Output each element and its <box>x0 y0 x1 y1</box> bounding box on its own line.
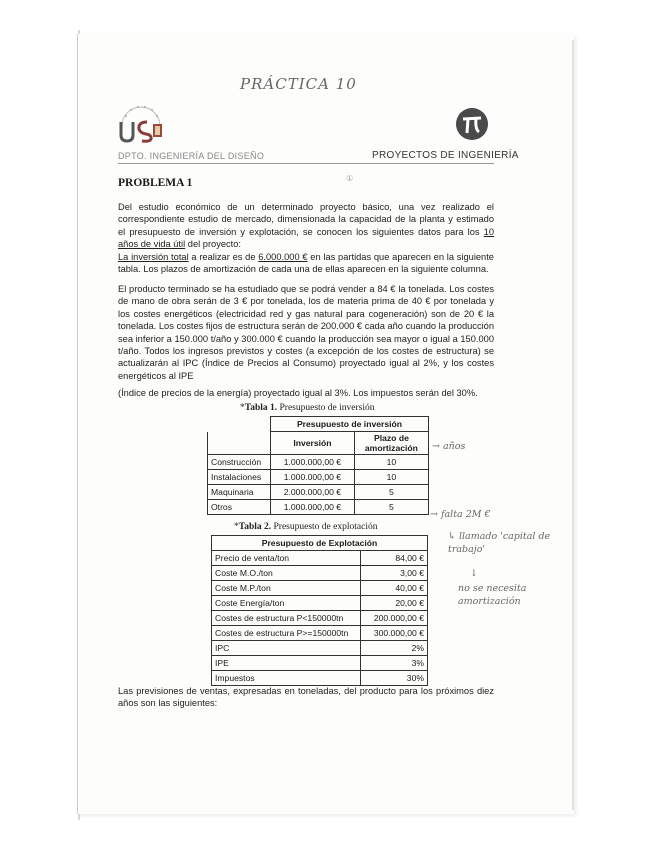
paragraph-forecast: Las previsiones de ventas, expresadas en toneladas, del producto para los próximos diez años son las siguientes: <box>118 686 494 709</box>
handwritten-note-missing: → falta 2M € <box>430 509 491 520</box>
table-row: IPC 2% <box>212 641 428 656</box>
investment-table <box>207 416 429 515</box>
table-row: Maquinaria 2.000.000,00 € 5 <box>208 485 429 500</box>
university-logo <box>116 100 166 144</box>
table-row: Costes de estructura P>=150000tn 300.000,00 € <box>212 626 428 641</box>
table-row: IPE 3% <box>212 656 428 671</box>
paragraph-ipe: (Índice de precios de la energía) proyectado igual al 3%. Los impuestos serán del 30%. <box>118 388 478 398</box>
header-divider <box>118 163 494 164</box>
operating-budget-table <box>211 535 428 686</box>
table2-header: Presupuesto de Explotación <box>212 536 428 551</box>
course-label: PROYECTOS DE INGENIERÍA <box>372 150 519 161</box>
handwritten-note-years: → años <box>432 441 466 452</box>
table-row: Instalaciones 1.000.000,00 € 10 <box>208 470 429 485</box>
table-row: Coste M.O./ton 3,00 € <box>212 566 428 581</box>
table1-col-investment: Inversión <box>271 432 355 455</box>
paragraph-investment: La inversión total a realizar es de 6.000.000 € en las partidas que aparecen en la siguiente tabla. Los plazos de amortización de cada una de ellas aparecen en la siguiente columna. <box>118 252 494 275</box>
department-label: DPTO. INGENIERÍA DEL DISEÑO <box>118 151 265 161</box>
handwritten-note-amortization: no se necesita amortización <box>458 583 527 607</box>
table1-caption: *Tabla 1. Presupuesto de inversión <box>240 403 375 413</box>
table-row: Costes de estructura P<150000tn 200.000,00 € <box>212 611 428 626</box>
table-row: Precio de venta/ton 84,00 € <box>212 551 428 566</box>
table1-col-term: Plazo de amortización <box>354 432 428 455</box>
problem-title: PROBLEMA 1 <box>118 177 193 189</box>
table1-header: Presupuesto de inversión <box>271 417 429 432</box>
handwritten-title: PRÁCTICA 10 <box>240 75 357 93</box>
table-row: Construcción 1.000.000,00 € 10 <box>208 455 429 470</box>
handwritten-mark: ① <box>346 174 354 183</box>
table-row: Otros 1.000.000,00 € 5 <box>208 500 429 515</box>
table-row: Coste M.P./ton 40,00 € <box>212 581 428 596</box>
paragraph-costs: El producto terminado se ha estudiado que se podrá vender a 84 € la tonelada. Los costes de mano de obra serán de 3 € por tonelada, los de materia prima de 40 € por tonelada y los costes energéticos (electricidad red y gas natural para cogeneración) son de 20 € la tonelada. Los costes fijos de estructura serán de 200.000 € cada año cuando la producción sea inferior a 150.000 t/año y 300.000 € cuando la producción sea mayor o igual a 150.000 t/año. Todos los ingresos previstos y costes (a excepción de los costes de estructura) se actualizarán al IPC (Índice de Precios al Consumo) proyectado igual al 2%, y los costes energéticos al IPE <box>118 284 494 381</box>
handwritten-note-capital: ↳ llamado 'capital de trabajo' <box>448 531 551 555</box>
table-row: Coste Energía/ton 20,00 € <box>212 596 428 611</box>
table2-caption: *Tabla 2. Presupuesto de explotación <box>234 522 378 532</box>
table-row: Impuestos 30% <box>212 671 428 686</box>
pi-logo <box>455 107 489 141</box>
handwritten-arrow: ↓ <box>470 568 478 579</box>
paragraph-intro: Del estudio económico de un determinado proyecto básico, una vez realizado el correspondiente estudio de mercado, dimensionada la capacidad de la planta y estimado el presupuesto de inversión y explotación, se conocen los siguientes datos para los 10 años de vida útil del proyecto: <box>118 202 494 250</box>
page-edge-right <box>572 40 574 810</box>
